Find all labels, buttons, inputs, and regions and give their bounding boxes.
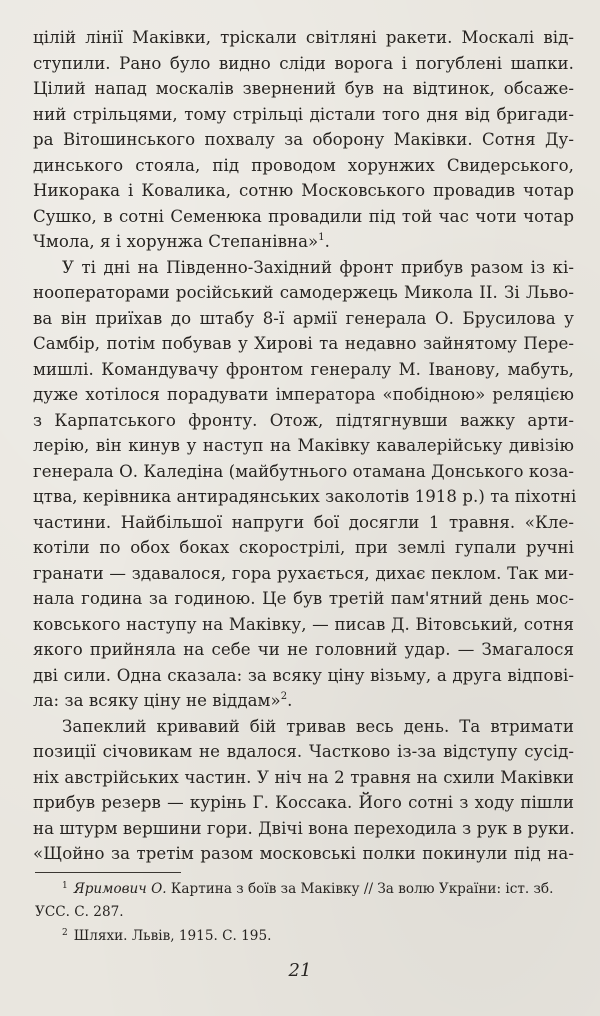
text-line: дві сили. Одна сказала: за всяку ціну візьму, а друга відпові- [33,665,574,685]
text-line: ва він приїхав до штабу 8-ї армії генерала О. Брусилова у [33,308,574,328]
footnote-1-continued: УСС. С. 287. [35,904,124,920]
footnote-ref: 2 [280,691,288,702]
footnote-number: 2 [62,928,68,938]
footnote-2 [62,925,562,948]
text-line: Никорака і Ковалика, сотню Московського провадив чотар [33,181,574,200]
text-line: цілій лінії Маківки, тріскали світляні ракети. Москалі від- [33,28,574,47]
text-line-content: ла: за всяку ціну не віддам» [33,691,281,710]
text-line: ступили. Рано було видно сліди ворога і погублені шапки. [33,53,574,73]
text-line: ніх австрійських частин. У ніч на 2 травня на схили Маківки [33,767,574,787]
text-line: ний стрільцями, тому стрільці дістали того дня від бригади- [33,104,574,124]
text-line: дуже хотілося порадувати імператора «побідною» реляцією [33,385,574,404]
text-line: нала година за годиною. Це був третій пам'ятний день мос- [33,589,574,608]
text-line: динського стояла, під проводом хорунжих Свидерського, [33,155,574,175]
text-line: цтва, керівника антирадянських заколотів 1918 р.) та піхотні [33,487,577,506]
footnote-number: 1 [62,881,68,891]
text-line: Чмола, я і хорунжа Степанівна»$^1$. [33,232,330,251]
text-line: мишлі. Командувачу фронтом генералу М. Іванову, мабуть, [33,359,574,379]
footnote-1 [62,878,562,901]
text-line: генерала О. Каледіна (майбутнього отамана Донського коза- [33,461,574,481]
text-line: з Карпатського фронту. Отож, підтягнувши важку арти- [33,410,574,430]
text-line: прибув резерв — курінь Г. Коссака. Його сотні з ходу пішли [33,793,574,812]
text-line: ра Вітошинського похвалу за оборону Маківки. Сотня Ду- [33,130,574,149]
text-line: лерію, він кинув у наступ на Маківку кавалерійську дивізію [33,436,574,455]
text-line: котіли по обох боках скорострілі, при землі гупали ручні [33,538,574,557]
text-line: ковського наступу на Маківку, — писав Д. Вітовський, сотня [33,614,574,634]
text-line: У ті дні на Південно-Західний фронт прибув разом із кі- [62,257,574,277]
footnote-ref: 1 [318,232,325,243]
text-line: Цілий напад москалів звернений був на відтинок, обсаже- [33,79,574,98]
text-line: нооператорами російський самодержець Микола II. Зі Льво- [33,283,574,302]
footnote-text: Картина з боїв за Маківку // За волю України: іст. зб. [166,881,554,897]
text-line: якого прийняла на себе чи не головний удар. — Змагалося [33,640,574,659]
text-line: Запеклий кривавий бій тривав весь день. Та втримати [62,716,574,736]
footnote-author: Яримович О. [73,881,167,897]
text-line: ла: за всяку ціну не віддам»$^2$. [33,691,293,710]
text-line: «Щойно за третім разом московські полки покинули під на- [33,844,574,863]
footnote-text: Шляхи. Львів, 1915. С. 195. [73,928,272,944]
page-number: 21 [288,960,312,981]
text-line: Самбір, потім побував у Хирові та недавно зайнятому Пере- [33,334,574,353]
text-line: позиції січовикам не вдалося. Частково із-за відступу сусід- [33,742,574,761]
text-line: на штурм вершини гори. Двічі вона переходила з рук в руки. [33,818,575,838]
text-line: гранати — здавалося, гора рухається, дихає пеклом. Так ми- [33,563,574,583]
text-line-content: Чмола, я і хорунжа Степанівна» [33,232,319,251]
text-line: частини. Найбільшої напруги бої досягли 1 травня. «Кле- [33,512,574,532]
footnote-divider [35,872,181,873]
text-line: Сушко, в сотні Семенюка провадили під той час чоти чотар [33,206,574,226]
